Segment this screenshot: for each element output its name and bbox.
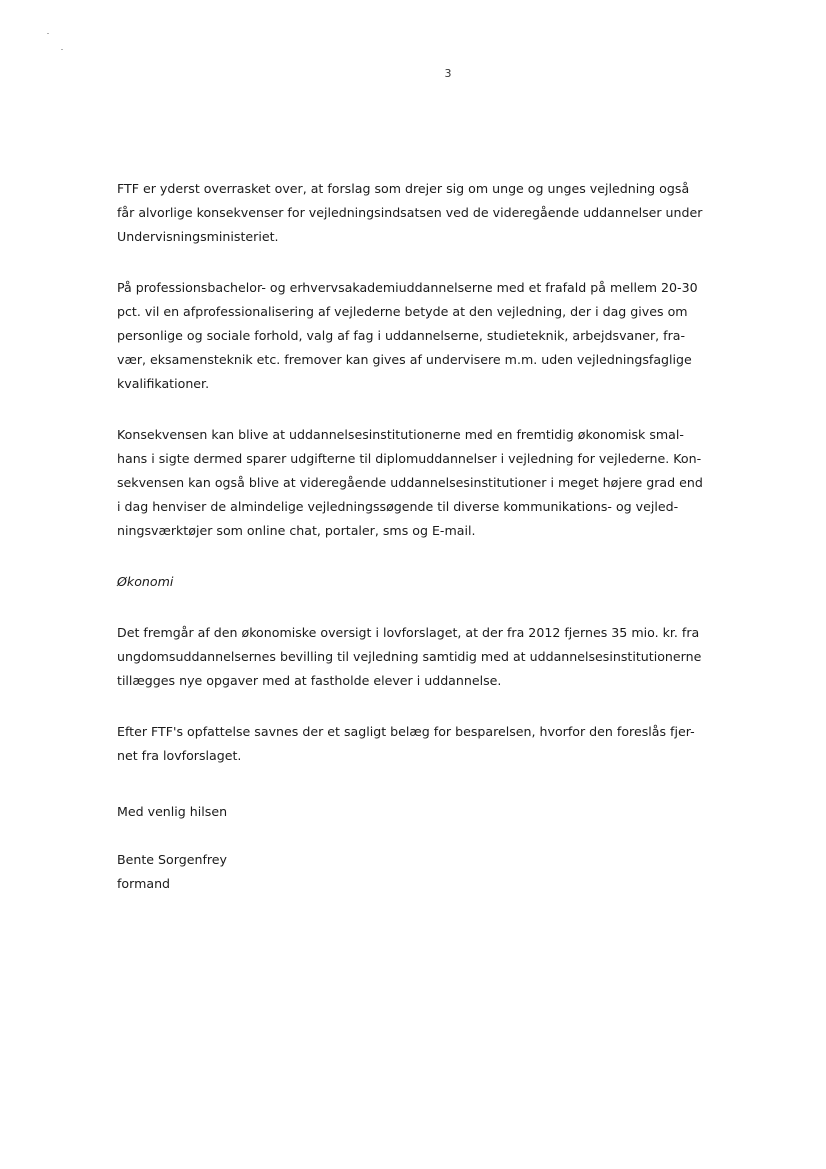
text-line: hans i sigte dermed sparer udgifterne til diplomuddannelser i vejledning for vejlederne. Kon- — [117, 451, 702, 466]
text-line: ningsværktøjer som online chat, portaler, sms og E-mail. — [117, 523, 476, 538]
text-line: Det fremgår af den økonomiske oversigt i lovforslaget, at der fra 2012 fjernes 35 mio. kr. fra — [117, 625, 700, 640]
section-heading-okonomi — [117, 570, 677, 594]
text-line: i dag henviser de almindelige vejledningssøgende til diverse kommunikations- og vejled- — [117, 499, 679, 514]
paragraph-opfattelse — [117, 720, 695, 768]
page-number: 3 — [444, 67, 452, 80]
scan-speck — [61, 49, 63, 50]
text-line: pct. vil en afprofessionalisering af vejlederne betyde at den vejledning, der i dag gives om — [117, 304, 688, 319]
text-line: kvalifikationer. — [117, 376, 210, 391]
text-line: får alvorlige konsekvenser for vejledningsindsatsen ved de videregående uddannelser under — [117, 205, 703, 220]
signer-name: Bente Sorgenfrey — [117, 852, 227, 867]
text-line: personlige og sociale forhold, valg af fag i uddannelserne, studieteknik, arbejdsvaner, fra- — [117, 328, 686, 343]
section-heading: Økonomi — [117, 574, 174, 589]
text-line: Konsekvensen kan blive at uddannelsesinstitutionerne med en fremtidig økonomisk smal- — [117, 427, 684, 442]
signer-title: formand — [117, 876, 171, 891]
text-line: net fra lovforslaget. — [117, 748, 242, 763]
closing-greeting: Med venlig hilsen — [117, 804, 228, 819]
closing-greeting-block — [117, 800, 417, 824]
paragraph-intro — [117, 177, 703, 249]
signature-block — [117, 848, 417, 896]
text-line: ungdomsuddannelsernes bevilling til vejledning samtidig med at uddannelsesinstitutionerne — [117, 649, 702, 664]
text-line: På professionsbachelor- og erhvervsakademiuddannelserne med et frafald på mellem 20-30 — [117, 280, 698, 295]
paragraph-professionsbachelor — [117, 276, 698, 396]
text-line: Undervisningsministeriet. — [117, 229, 279, 244]
letter-body — [117, 177, 703, 795]
text-line: Efter FTF's opfattelse savnes der et sagligt belæg for besparelsen, hvorfor den foreslås fjer- — [117, 724, 695, 739]
scan-speck — [47, 33, 49, 34]
text-line: sekvensen kan også blive at videregående uddannelsesinstitutioner i meget højere grad end — [117, 475, 703, 490]
text-line: tillægges nye opgaver med at fastholde elever i uddannelse. — [117, 673, 502, 688]
text-line: vær, eksamensteknik etc. fremover kan gives af undervisere m.m. uden vejledningsfaglige — [117, 352, 692, 367]
paragraph-konsekvens — [117, 423, 703, 543]
text-line: FTF er yderst overrasket over, at forslag som drejer sig om unge og unges vejledning også — [117, 181, 690, 196]
paragraph-okonomi — [117, 621, 702, 693]
